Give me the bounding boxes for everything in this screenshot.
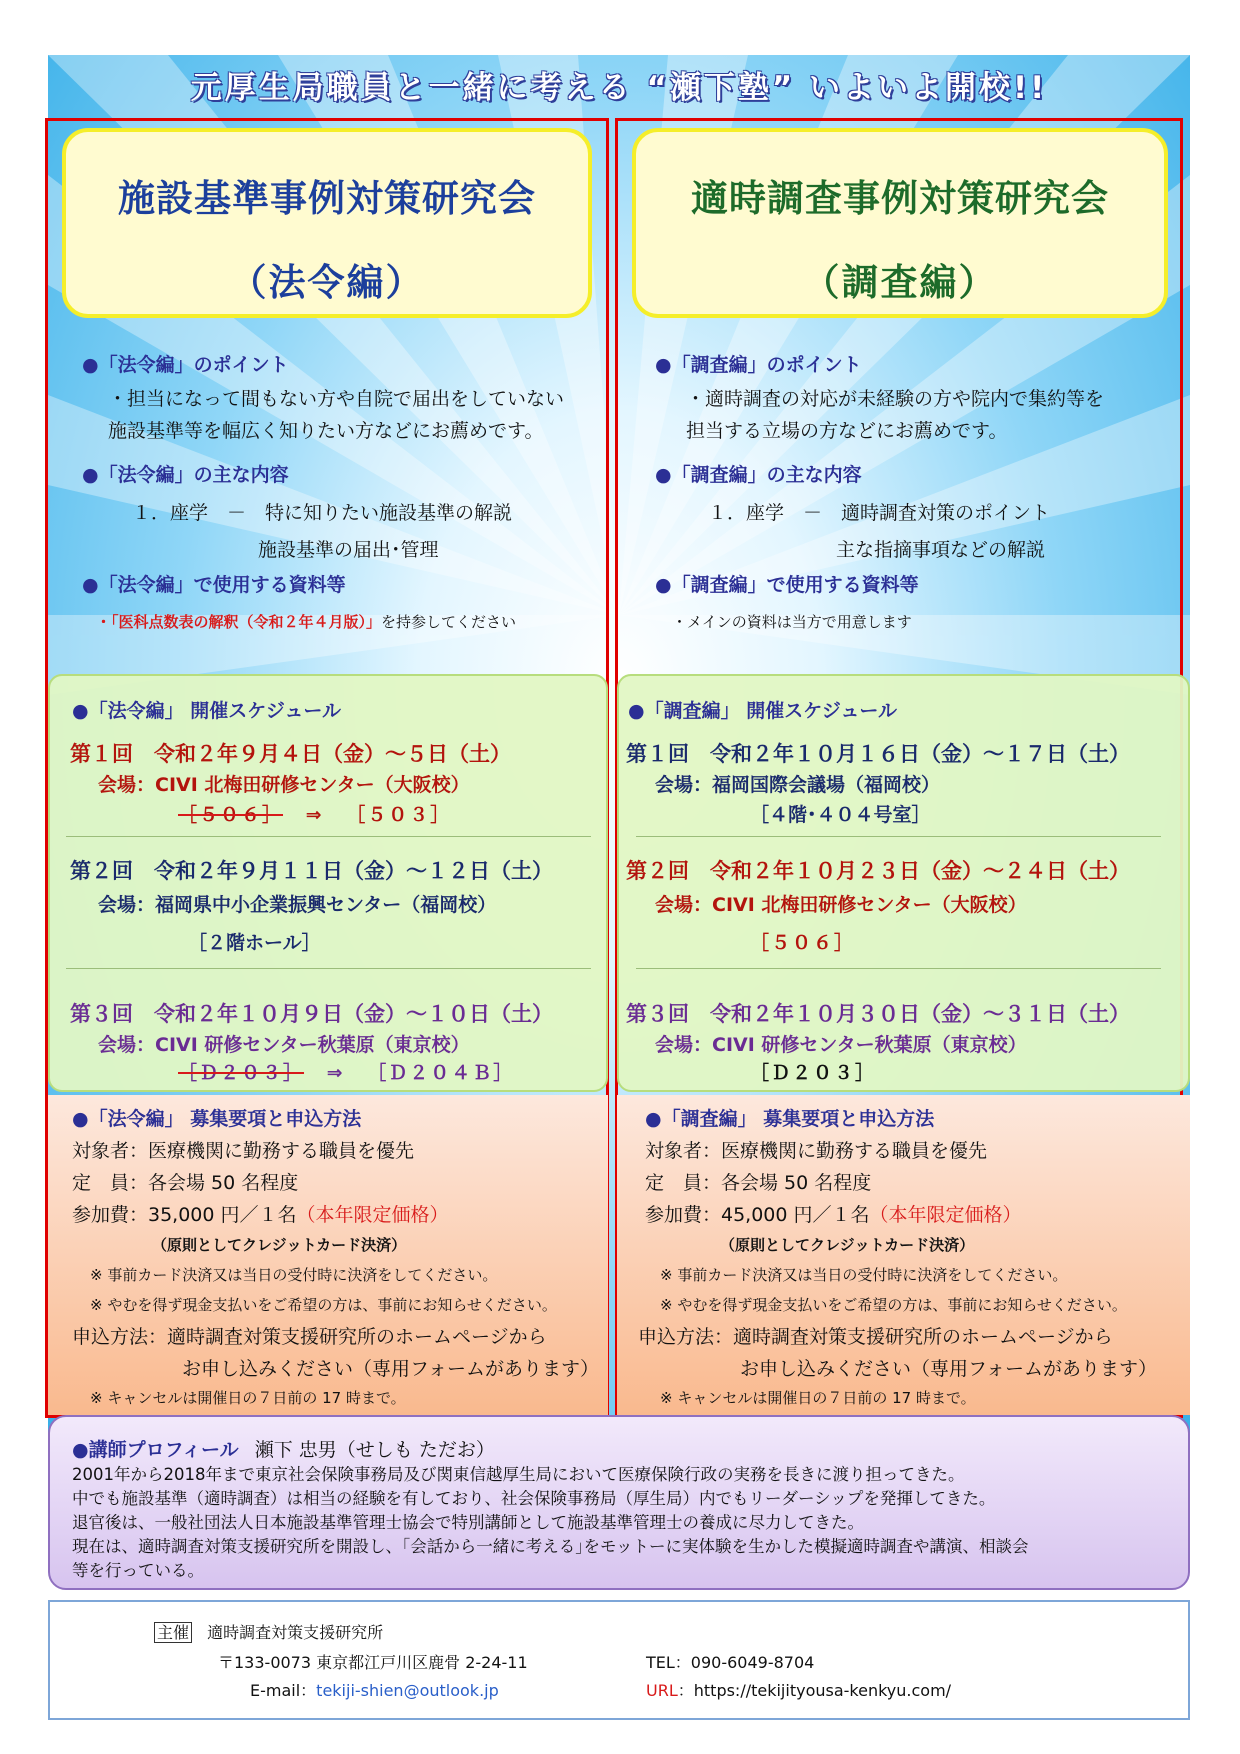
right-divider-2 (636, 968, 1161, 969)
right-schedule-heading: ●「調査編」 開催スケジュール (628, 700, 898, 722)
left-point-line2: 施設基準等を幅広く知りたい方などにお薦めです。 (108, 420, 544, 442)
organizer-label: 主催 (154, 1622, 192, 1643)
right-content-line2: 主な指摘事項などの解説 (836, 539, 1046, 561)
instructor-profile (48, 1415, 1190, 1590)
profile-heading-line (72, 1435, 495, 1462)
left-fee-amount: 参加費：35,000 円／１名 (72, 1204, 297, 1226)
right-material-line: ・メインの資料は当方で用意します (672, 613, 912, 631)
left-s3-room (178, 1058, 514, 1085)
right-point-line2: 担当する立場の方などにお薦めです。 (686, 420, 1008, 442)
right-material-heading: ●「調査編」で使用する資料等 (655, 574, 919, 596)
left-s2-room: ［２階ホール］ (188, 932, 321, 954)
left-s1-arrow: ⇒ (305, 804, 324, 826)
right-divider-1 (636, 836, 1161, 837)
left-subtitle: （法令編） (229, 261, 425, 304)
left-material-line (96, 611, 516, 632)
organizer-tel: TEL：090-6049-8704 (646, 1653, 815, 1672)
left-s3-room-new: ［Ｄ２０４Ｂ］ (367, 1062, 515, 1084)
right-fee-note: （本年限定価格） (869, 1204, 1022, 1226)
url-label: URL (646, 1681, 678, 1700)
left-material-tail: を持参してください (381, 613, 517, 631)
right-target: 対象者：医療機関に勤務する職員を優先 (645, 1140, 988, 1162)
left-cancel: ※ キャンセルは開催日の７日前の 17 時まで。 (90, 1389, 406, 1407)
right-capacity: 定 員：各会場 50 名程度 (645, 1172, 872, 1194)
left-title-box (62, 128, 592, 318)
right-s3-room: ［Ｄ２０３］ (750, 1062, 877, 1084)
left-capacity: 定 員：各会場 50 名程度 (72, 1172, 299, 1194)
right-subtitle: （調査編） (802, 261, 998, 304)
left-fee-note: （本年限定価格） (296, 1204, 449, 1226)
right-apply2: お申し込みください（専用フォームがあります） (740, 1358, 1158, 1380)
left-s1-room (178, 800, 451, 827)
left-apply1: 申込方法：適時調査対策支援研究所のホームページから (72, 1326, 547, 1348)
left-point-line1: ・担当になって間もない方や自院で届出をしていない (108, 388, 565, 410)
left-note1: ※ 事前カード決済又は当日の受付時に決済をしてください。 (90, 1266, 498, 1284)
left-content-heading: ●「法令編」の主な内容 (82, 464, 289, 486)
left-divider-1 (66, 836, 591, 837)
banner-title: 元厚生局職員と一緒に考える “瀬下塾” いよいよ開校!! (190, 70, 1048, 106)
right-s2-room: ［５０６］ (750, 932, 856, 954)
profile-line5: 等を行っている。 (72, 1561, 204, 1580)
right-s3-date: 第３回 令和２年１０月３０日（金）～３１日（土） (626, 1002, 1130, 1026)
left-s1-venue: 会場：CIVI 北梅田研修センター（大阪校） (98, 774, 470, 796)
organizer-name: 適時調査対策支援研究所 (207, 1623, 384, 1642)
left-s1-room-new: ［５０３］ (346, 804, 452, 826)
organizer-address: 〒133-0073 東京都江戸川区鹿骨 2-24-11 (218, 1653, 528, 1672)
left-divider-2 (66, 968, 591, 969)
right-cancel: ※ キャンセルは開催日の７日前の 17 時まで。 (660, 1389, 976, 1407)
right-content-heading: ●「調査編」の主な内容 (655, 464, 862, 486)
left-payment (152, 1234, 406, 1255)
right-s1-date: 第１回 令和２年１０月１６日（金）～１７日（土） (626, 742, 1130, 766)
right-content-line1: １．座学 － 適時調査対策のポイント (708, 502, 1051, 524)
left-s3-date: 第３回 令和２年１０月９日（金）～１０日（土） (70, 1002, 553, 1026)
left-point-heading: ●「法令編」のポイント (82, 354, 289, 376)
left-s2-venue: 会場：福岡県中小企業振興センター（福岡校） (98, 894, 497, 916)
left-content-line2: 施設基準の届出･管理 (258, 539, 439, 561)
right-payment (720, 1234, 974, 1255)
left-schedule-heading: ●「法令編」 開催スケジュール (72, 700, 342, 722)
right-s2-venue: 会場：CIVI 北梅田研修センター（大阪校） (655, 894, 1027, 916)
organizer-email-line (250, 1678, 499, 1701)
right-note1: ※ 事前カード決済又は当日の受付時に決済をしてください。 (660, 1266, 1068, 1284)
left-target: 対象者：医療機関に勤務する職員を優先 (72, 1140, 415, 1162)
left-s3-venue: 会場：CIVI 研修センター秋葉原（東京校） (98, 1034, 470, 1056)
left-apply2: お申し込みください（専用フォームがあります） (182, 1358, 600, 1380)
profile-heading: ●講師プロフィール (72, 1439, 239, 1461)
profile-line1: 2001年から2018年まで東京社会保険事務局及び関東信越厚生局において医療保険行政の実務を長きに渡り担ってきた。 (72, 1465, 965, 1484)
right-recruit-heading: ●「調査編」 募集要項と申込方法 (645, 1108, 935, 1130)
left-recruit-heading: ●「法令編」 募集要項と申込方法 (72, 1108, 362, 1130)
left-s1-room-old: ［５０６］ (178, 804, 284, 826)
right-s3-venue: 会場：CIVI 研修センター秋葉原（東京校） (655, 1034, 1027, 1056)
profile-line2: 中でも施設基準（適時調査）は相当の経験を有しており、社会保険事務局（厚生局）内でもリーダーシップを発揮してきた。 (72, 1489, 996, 1508)
left-title: 施設基準事例対策研究会 (118, 177, 536, 220)
right-s1-room: ［４階･４０４号室］ (750, 804, 931, 826)
right-payment-text: （原則としてクレジットカード決済） (720, 1236, 975, 1254)
email-label: E-mail： (250, 1681, 317, 1700)
left-s2-date: 第２回 令和２年９月１１日（金）～１２日（土） (70, 859, 553, 883)
profile-line3: 退官後は、一般社団法人日本施設基準管理士協会で特別講師として施設基準管理士の養成に尽力してきた。 (72, 1513, 864, 1532)
left-s1-date: 第１回 令和２年９月４日（金）～５日（土） (70, 742, 511, 766)
right-s2-date: 第２回 令和２年１０月２３日（金）～２４日（土） (626, 859, 1130, 883)
organizer-url-line (646, 1678, 951, 1701)
right-apply1: 申込方法：適時調査対策支援研究所のホームページから (638, 1326, 1113, 1348)
url-link[interactable]: ：https://tekijityousa-kenkyu.com/ (677, 1681, 952, 1700)
left-fee (72, 1200, 449, 1227)
left-s3-arrow: ⇒ (326, 1062, 345, 1084)
left-note2: ※ やむを得ず現金支払いをご希望の方は、事前にお知らせください。 (90, 1296, 557, 1314)
organizer-footer (48, 1600, 1190, 1720)
email-link[interactable]: tekiji-shien@outlook.jp (316, 1681, 499, 1700)
left-payment-text: （原則としてクレジットカード決済） (152, 1236, 407, 1254)
right-fee-amount: 参加費：45,000 円／１名 (645, 1204, 870, 1226)
left-content-line1: １．座学 － 特に知りたい施設基準の解説 (132, 502, 513, 524)
right-note2: ※ やむを得ず現金支払いをご希望の方は、事前にお知らせください。 (660, 1296, 1127, 1314)
organizer-line (154, 1620, 383, 1643)
profile-name: 瀬下 忠男（せしも ただお） (254, 1439, 495, 1461)
right-fee (645, 1200, 1022, 1227)
profile-line4: 現在は、適時調査対策支援研究所を開設し、｢会話から一緒に考える｣をモットーに実体験を生かした模擬適時調査や講演、相談会 (72, 1537, 1029, 1556)
left-material-book: ・「医科点数表の解釈（令和２年４月版）」 (96, 613, 382, 631)
right-s1-venue: 会場：福岡国際会議場（福岡校） (655, 774, 941, 796)
left-s3-room-old: ［Ｄ２０３］ (178, 1062, 305, 1084)
right-title: 適時調査事例対策研究会 (691, 177, 1109, 220)
right-title-box (632, 128, 1168, 318)
right-point-line1: ・適時調査の対応が未経験の方や院内で集約等を (686, 388, 1105, 410)
left-material-heading: ●「法令編」で使用する資料等 (82, 574, 346, 596)
right-point-heading: ●「調査編」のポイント (655, 354, 862, 376)
